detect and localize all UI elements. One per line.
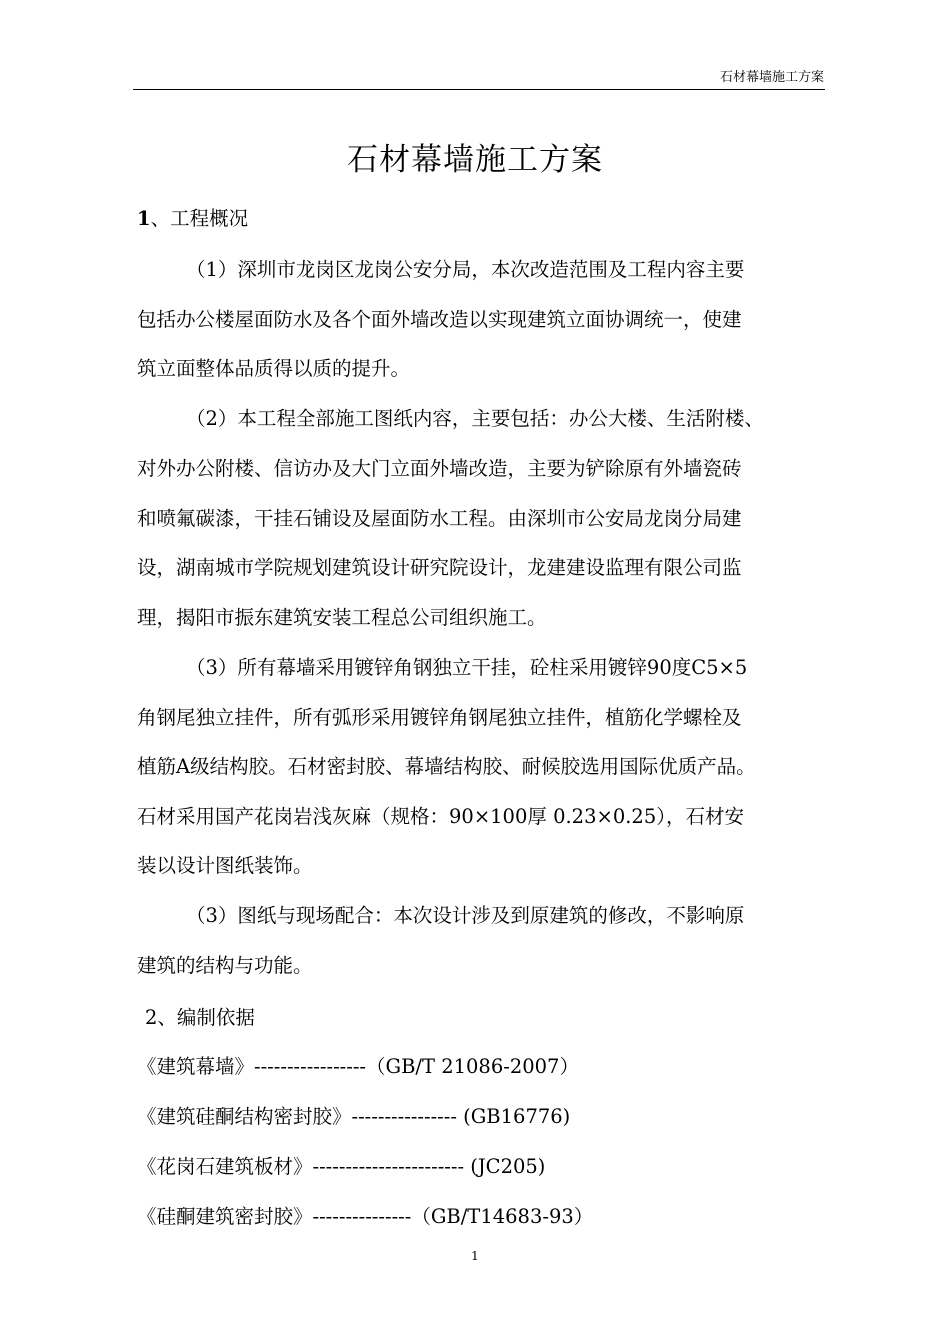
paragraph-line: 植筋A级结构胶。石材密封胶、幕墙结构胶、耐候胶选用国际优质产品。 xyxy=(137,755,756,778)
paragraph-line: 包括办公楼屋面防水及各个面外墙改造以实现建筑立面协调统一，使建 xyxy=(137,308,742,331)
section-number: 1 xyxy=(137,207,151,230)
paragraph-line: 角钢尾独立挂件，所有弧形采用镀锌角钢尾独立挂件，植筋化学螺栓及 xyxy=(137,706,742,729)
reference-item: 《建筑硅酮结构密封胶》---------------- (GB16776) xyxy=(137,1105,571,1128)
paragraph-line: 筑立面整体品质得以质的提升。 xyxy=(137,357,411,380)
paragraph-line: 建筑的结构与功能。 xyxy=(137,954,313,977)
reference-item: 《硅酮建筑密封胶》---------------（GB/T14683-93） xyxy=(137,1205,594,1228)
paragraph-line: 对外办公附楼、信访办及大门立面外墙改造，主要为铲除原有外墙瓷砖 xyxy=(137,457,742,480)
document-title: 石材幕墙施工方案 xyxy=(347,142,603,178)
paragraph-line: 和喷氟碳漆，干挂石铺设及屋面防水工程。由深圳市公安局龙岗分局建 xyxy=(137,507,742,530)
page-number: 1 xyxy=(471,1249,479,1263)
paragraph-line: （3）所有幕墙采用镀锌角钢独立干挂，砼柱采用镀锌90度C5×5 xyxy=(186,656,748,679)
paragraph-line: （2）本工程全部施工图纸内容，主要包括：办公大楼、生活附楼、 xyxy=(186,407,764,430)
paragraph-line: 装以设计图纸装饰。 xyxy=(137,854,313,877)
section-heading-text: 、工程概况 xyxy=(150,207,249,230)
header-rule xyxy=(133,89,825,90)
paragraph-line: （1）深圳市龙岗区龙岗公安分局，本次改造范围及工程内容主要 xyxy=(186,258,745,281)
section-heading-overview xyxy=(137,205,248,233)
paragraph-line: 设，湖南城市学院规划建筑设计研究院设计，龙建建设监理有限公司监 xyxy=(137,556,742,579)
section-heading-basis: 2、编制依据 xyxy=(145,1006,255,1029)
running-header: 石材幕墙施工方案 xyxy=(719,70,824,85)
paragraph-line: 理，揭阳市振东建筑安装工程总公司组织施工。 xyxy=(137,606,547,629)
paragraph-line: 石材采用国产花岗岩浅灰麻（规格：90×100厚 0.23×0.25），石材安 xyxy=(137,805,744,828)
reference-item: 《花岗石建筑板材》----------------------- (JC205) xyxy=(137,1155,546,1178)
reference-item: 《建筑幕墙》-----------------（GB/T 21086-2007） xyxy=(137,1055,579,1078)
paragraph-line: （3）图纸与现场配合：本次设计涉及到原建筑的修改，不影响原 xyxy=(186,904,745,927)
